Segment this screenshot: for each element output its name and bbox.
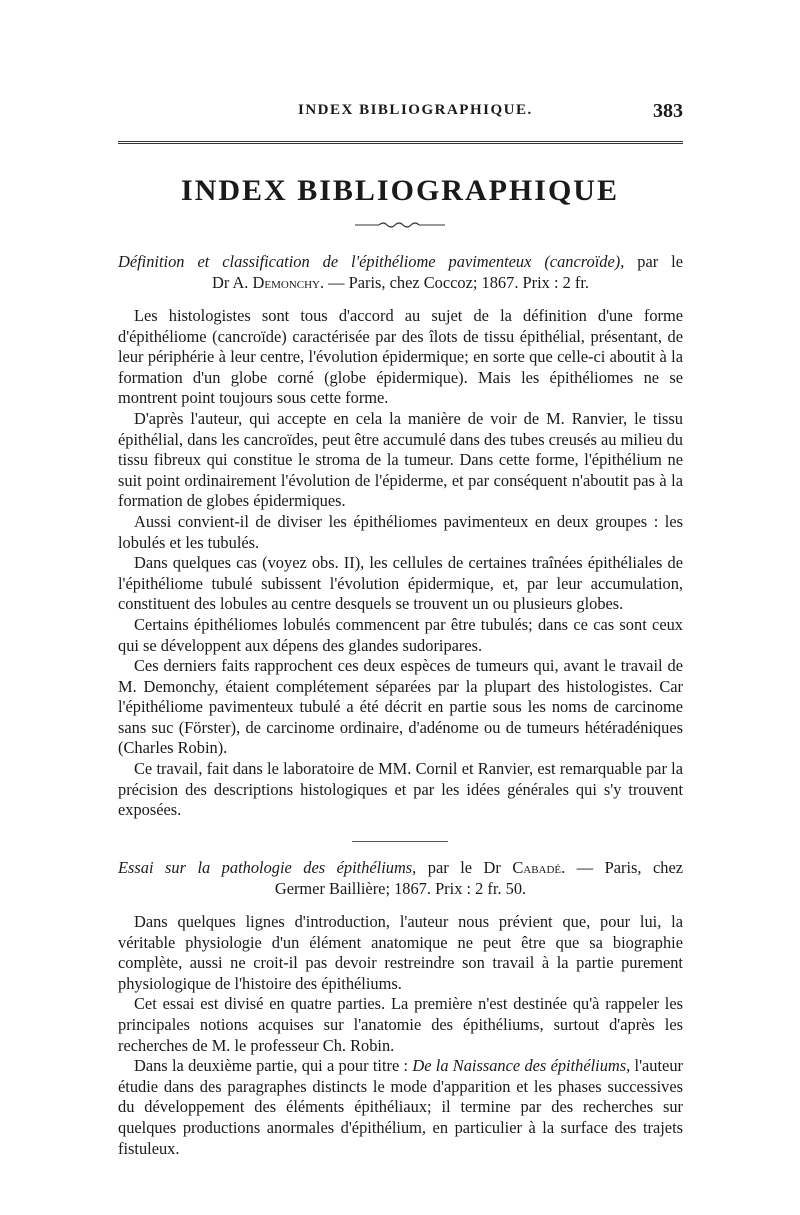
reference-entry-1 (118, 252, 683, 293)
reference-1-par: par le (624, 252, 683, 271)
reference-entry-2 (118, 858, 683, 899)
review-2-body (118, 912, 683, 1159)
running-head (118, 100, 683, 122)
reference-1-author: Demonchy (252, 272, 320, 292)
review-2-italic-title: De la Naissance des épithéliums, (412, 1056, 631, 1076)
review-2-paragraph-last (118, 1056, 683, 1159)
review-1-paragraph: Ces derniers faits rapprochent ces deux espèces de tumeurs qui, avant le travail de M. Demonchy, étaient complétement séparées par la plupart des histologistes. Car l'épithéliome pavimenteux tubulé a été décrit en partie sous les noms de carcinome sans suc (Förster), de carcinome ordinaire, d'adénome ou de tumeurs hétéradéniques (Charles Robin). (118, 656, 683, 758)
review-1-paragraph: Aussi convient-il de diviser les épithéliomes pavimenteux en deux groupes : les lobulés et les tubulés. (118, 511, 683, 552)
review-2-paragraph: Cet essai est divisé en quatre parties. La première n'est destinée qu'à rappeler les principales notions acquises sur l'anatomie des épithéliums, surtout d'après les recherches de M. le professeur Ch. Robin. (118, 994, 683, 1055)
review-1-paragraph: D'après l'auteur, qui accepte en cela la manière de voir de M. Ranvier, le tissu épithélial, dans les cancroïdes, peut être accumulé dans des tubes creusés au milieu du tissu fibreux qui constitue le stroma de la tumeur. Dans cette forme, l'épithélium ne suit point ordinairement l'évolution de l'épiderme, et par conséquent n'aboutit pas à la formation de globes épidermiques. (118, 408, 683, 511)
reference-1-prefix: Dr A. (211, 272, 253, 292)
fleuron-ornament (355, 220, 445, 230)
page-number: 383 (653, 100, 683, 122)
separator-rule (352, 841, 448, 842)
review-1-body (118, 306, 683, 821)
review-2-last-lead: Dans la deuxième partie, qui a pour titre : (134, 1056, 413, 1076)
review-2-paragraph: Dans quelques lignes d'introduction, l'auteur nous prévient que, pour lui, la véritable physiologie d'un élément anatomique ne peut être que sa biographie complète, aussi ne croit-il pas devoir restreindre son travail à la partie purement physiologique de l'histoire des épithéliums. (118, 912, 683, 993)
section-title: INDEX BIBLIOGRAPHIQUE (181, 174, 619, 207)
review-1-paragraph: Ce travail, fait dans le laboratoire de MM. Cornil et Ranvier, est remarquable par la précision des descriptions histologiques et par les idées générales qui s'y trouvent exposées. (118, 759, 683, 820)
running-head-title: INDEX BIBLIOGRAPHIQUE. (298, 102, 533, 118)
reference-2-line-1 (118, 858, 683, 879)
review-1-paragraph: Certains épithéliomes lobulés commencent par être tubulés; dans ce cas sont ceux qui se développent aux dépens des glandes sudoripares. (118, 614, 683, 655)
reference-2-par: par le Dr (416, 858, 513, 877)
header-rule (118, 141, 683, 144)
reference-1-line-1 (118, 252, 683, 273)
reference-2-author: Cabadé (512, 858, 562, 877)
review-1-paragraph: Les histologistes sont tous d'accord au sujet de la définition d'une forme d'épithéliome (cancroïde) caractérisée par des îlots de tissu épithélial, présentant, de leur périphérie à leur centre, l'évolution épidermique; en sorte que celle-ci aboutit à la formation d'un globe corné (globe épidermique). Mais les épithéliomes ne se montrent point toujours sous cette forme. (118, 306, 683, 408)
review-2-last-rest: l'auteur étudie dans des paragraphes distincts le mode d'apparition et les phases successives du développement des éléments épithéliaux; il termine par des recherches sur quelques productions anormales d'épithélium, en particulier à la surface des trajets fistuleux. (118, 1056, 683, 1158)
reference-2-place: . — Paris, chez (561, 858, 683, 877)
reference-1-line-2 (118, 273, 683, 294)
reference-1-title: Définition et classification de l'épithéliome pavimenteux (cancroïde), (118, 252, 625, 271)
reference-1-publisher: . — Paris, chez Coccoz; 1867. Prix : 2 fr. (319, 272, 589, 292)
reference-2-line-2: Germer Baillière; 1867. Prix : 2 fr. 50. (274, 878, 527, 898)
review-1-paragraph: Dans quelques cas (voyez obs. II), les cellules de certaines traînées épithéliales de l'épithéliome tubulé subissent l'évolution épidermique, et, par leur accumulation, constituent des lobules au centre desquels se trouvent un ou plusieurs globes. (118, 553, 683, 614)
reference-2-title: Essai sur la pathologie des épithéliums, (118, 858, 417, 877)
